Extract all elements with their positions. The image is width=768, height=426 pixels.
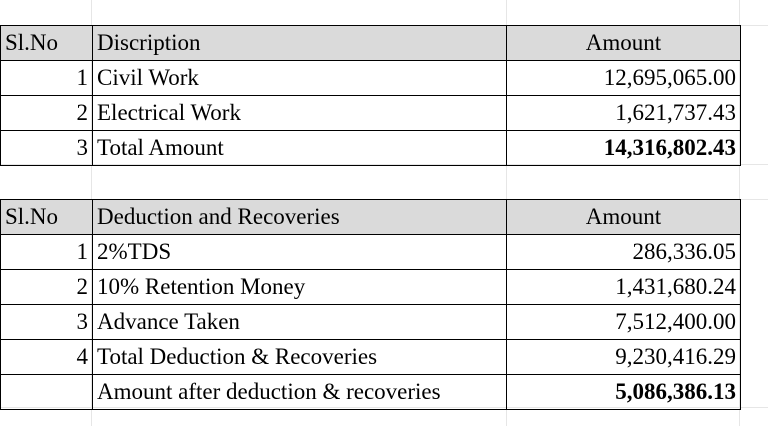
amount-cell[interactable]: 286,336.05 bbox=[507, 235, 741, 270]
description-cell[interactable]: Total Deduction & Recoveries bbox=[93, 340, 507, 375]
summary-table bbox=[0, 25, 741, 166]
table-row bbox=[1, 270, 741, 305]
sl-no-cell[interactable]: 3 bbox=[1, 305, 93, 340]
sl-no-cell[interactable]: 3 bbox=[1, 131, 93, 166]
table-header-row bbox=[1, 200, 741, 235]
amount-header[interactable]: Amount bbox=[507, 200, 741, 235]
total-amount-cell[interactable]: 14,316,802.43 bbox=[507, 131, 741, 166]
amount-cell[interactable]: 12,695,065.00 bbox=[507, 61, 741, 96]
sl-no-header[interactable]: Sl.No bbox=[1, 200, 93, 235]
sl-no-cell[interactable]: 4 bbox=[1, 340, 93, 375]
sl-no-cell[interactable]: 1 bbox=[1, 61, 93, 96]
net-amount-cell[interactable]: 5,086,386.13 bbox=[507, 375, 741, 410]
table-row bbox=[1, 131, 741, 166]
deduction-header[interactable]: Deduction and Recoveries bbox=[93, 200, 507, 235]
amount-cell[interactable]: 7,512,400.00 bbox=[507, 305, 741, 340]
table-row bbox=[1, 96, 741, 131]
table-row bbox=[1, 61, 741, 96]
sl-no-cell[interactable]: 2 bbox=[1, 270, 93, 305]
amount-header[interactable]: Amount bbox=[507, 26, 741, 61]
description-cell[interactable]: 10% Retention Money bbox=[93, 270, 507, 305]
sl-no-cell[interactable]: 1 bbox=[1, 235, 93, 270]
description-header[interactable]: Discription bbox=[93, 26, 507, 61]
description-cell[interactable]: Amount after deduction & recoveries bbox=[93, 375, 507, 410]
table-header-row bbox=[1, 26, 741, 61]
amount-cell[interactable]: 1,621,737.43 bbox=[507, 96, 741, 131]
deductions-table bbox=[0, 199, 741, 410]
description-cell[interactable]: Advance Taken bbox=[93, 305, 507, 340]
amount-cell[interactable]: 1,431,680.24 bbox=[507, 270, 741, 305]
table-row bbox=[1, 235, 741, 270]
description-cell[interactable]: 2%TDS bbox=[93, 235, 507, 270]
description-cell[interactable]: Electrical Work bbox=[93, 96, 507, 131]
sl-no-cell[interactable]: 2 bbox=[1, 96, 93, 131]
description-cell[interactable]: Total Amount bbox=[93, 131, 507, 166]
table-row bbox=[1, 305, 741, 340]
description-cell[interactable]: Civil Work bbox=[93, 61, 507, 96]
sl-no-header[interactable]: Sl.No bbox=[1, 26, 93, 61]
sl-no-cell[interactable] bbox=[1, 375, 93, 410]
amount-cell[interactable]: 9,230,416.29 bbox=[507, 340, 741, 375]
table-row bbox=[1, 375, 741, 410]
table-row bbox=[1, 340, 741, 375]
